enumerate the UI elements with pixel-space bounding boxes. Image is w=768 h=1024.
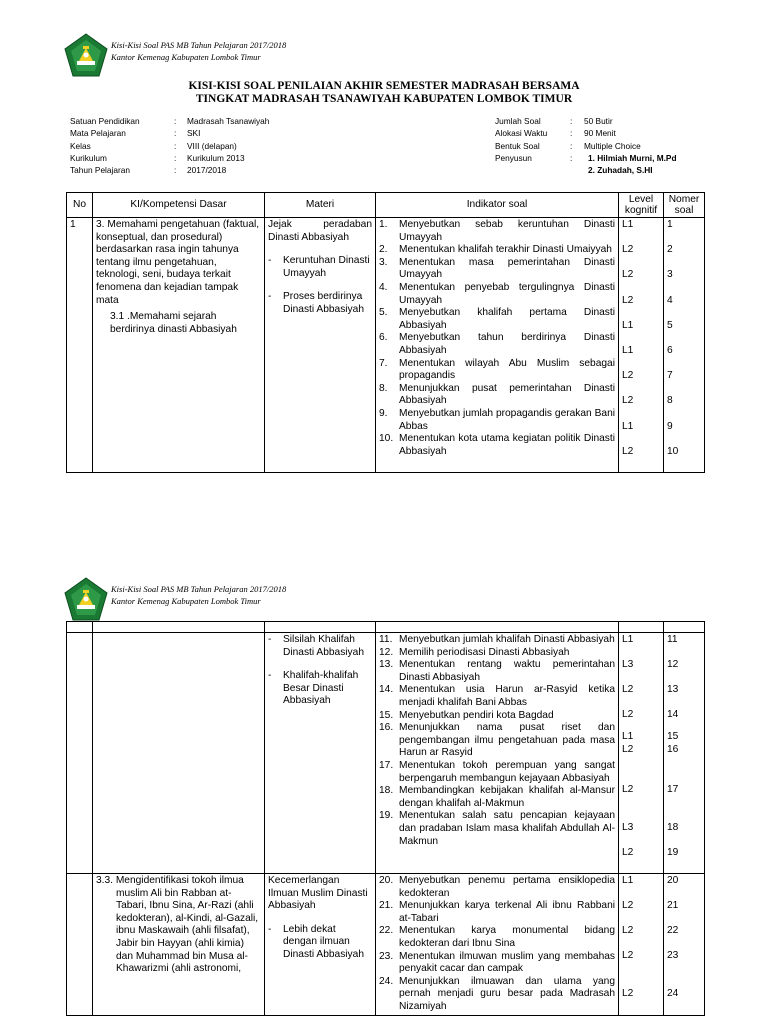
- meta-value: 50 Butir: [584, 116, 613, 126]
- meta-label: Bentuk Soal: [495, 140, 540, 151]
- materi-heading: Jejak peradaban Dinasti Abbasiyah: [268, 219, 372, 243]
- ki-cell: [93, 633, 265, 874]
- level-value: L2: [622, 950, 634, 961]
- title-line-2: TINGKAT MADRASAH TSANAWIYAH KABUPATEN LOMBOK TIMUR: [195, 93, 573, 105]
- indicator-item: 15. Menyebutkan pendiri kota Bagdad: [379, 709, 554, 721]
- nomer-value: 8: [667, 395, 673, 407]
- indicator-item: 11. Menyebutkan jumlah khalifah Dinasti Abbasiyah: [379, 634, 615, 645]
- level-value: L1: [622, 319, 634, 331]
- nomer-cell: [664, 218, 705, 473]
- nomer-value: 20: [667, 875, 679, 886]
- header-line-1: Kisi-Kisi Soal PAS MB Tahun Pelajaran 2017/2018: [111, 584, 287, 594]
- level-value: L2: [622, 445, 634, 457]
- indikator-cell: [376, 874, 619, 1016]
- indicator-item: 16. Menunjukkan nama pusat riset dan pengembangan ilmu pengetahuan pada masa Harun ar Rasyid: [379, 722, 615, 759]
- indicator-item: 17. Menentukan tokoh perempuan yang sangat berpengaruh membangun kejayaan Abbasiyah: [379, 759, 615, 784]
- nomer-value: 21: [667, 900, 679, 911]
- kemenag-logo-icon: [63, 577, 109, 623]
- meta-value: SKI: [187, 128, 201, 139]
- meta-value-author-1: 1. Hilmiah Murni, M.Pd: [588, 152, 677, 163]
- nomer-cell: [664, 874, 705, 1016]
- col-header-level: Level kognitif: [619, 193, 664, 218]
- indicator-item: 9. Menyebutkan jumlah propagandis gerakan Bani Abbas: [379, 407, 615, 432]
- meta-value: Madrasah Tsanawiyah: [187, 116, 270, 126]
- col-header-nomer: Nomer soal: [664, 193, 705, 218]
- level-value: L2: [622, 684, 634, 695]
- nomer-value: 5: [667, 319, 673, 331]
- level-value: L1: [622, 875, 634, 886]
- row-no: 1: [67, 218, 93, 473]
- meta-value: 2017/2018: [187, 165, 227, 176]
- level-cell: [619, 218, 664, 473]
- meta-left: Satuan Pendidikan : Madrasah Tsanawiyah Mata Pelajaran : SKI Kelas : VIII (delapan) Kurikulum : Kurikulum 2013 Tahun Pelajaran : 2017/2018: [70, 116, 270, 176]
- nomer-value: 14: [667, 709, 679, 720]
- nomer-value: 17: [667, 784, 679, 795]
- indicator-item: 21. Menunjukkan karya terkenal Ali ibnu Rabbani at-Tabari: [379, 900, 615, 924]
- level-cell: [619, 633, 664, 874]
- nomer-value: 10: [667, 445, 679, 457]
- nomer-value: 4: [667, 294, 673, 306]
- indicator-item: 5. Menyebutkan khalifah pertama Dinasti Abbasiyah: [379, 307, 615, 331]
- materi-cell: [265, 218, 376, 473]
- nomer-value: 13: [667, 684, 679, 695]
- level-value: L2: [622, 925, 634, 936]
- indicator-item: 19. Menentukan salah satu pencapian kejayaan dan pradaban Islam masa khalifah Abdullah Al-Makmun: [379, 810, 615, 847]
- meta-label: Tahun Pelajaran: [70, 165, 130, 176]
- nomer-value: 12: [667, 659, 679, 670]
- meta-label: Kurikulum: [70, 152, 107, 163]
- ki-cell: [93, 218, 265, 473]
- meta-right: Jumlah Soal : 50 Butir Alokasi Waktu : 90 Menit Bentuk Soal : Multiple Choice Penyusun : 1. Hilmiah Murni, M.Pd 2. Zuhadah, S.HI: [495, 116, 677, 176]
- indicator-item: 12. Memilih periodisasi Dinasti Abbasiyah: [379, 646, 570, 658]
- meta-label: Jumlah Soal: [495, 116, 541, 126]
- nomer-value: 6: [667, 344, 673, 356]
- indicator-item: 1. Menyebutkan sebab keruntuhan Dinasti Umayyah: [379, 219, 615, 243]
- col-header-indikator: Indikator soal: [376, 193, 619, 218]
- kemenag-logo-icon: [63, 33, 109, 79]
- level-value: L2: [622, 294, 634, 306]
- indicator-item: 14. Menentukan usia Harun ar-Rasyid ketika menjadi khalifah Bani Abbas: [379, 684, 615, 708]
- indicator-item: 4. Menentukan penyebab tergulingnya Dinasti Umayyah: [379, 281, 615, 306]
- header-line-1: Kisi-Kisi Soal PAS MB Tahun Pelajaran 2017/2018: [111, 40, 287, 50]
- level-cell: [619, 874, 664, 1016]
- nomer-value: 23: [667, 950, 679, 961]
- materi-item: - Keruntuhan Dinasti Umayyah: [268, 255, 370, 279]
- indicator-item: 24. Menunjukkan ilmuawan dan ulama yang pernah menjadi guru besar pada Madrasah Nizamiyah: [379, 975, 615, 1012]
- nomer-value: 9: [667, 420, 673, 432]
- nomer-value: 19: [667, 847, 679, 858]
- level-value: L1: [622, 219, 634, 230]
- indikator-cell: [376, 633, 619, 874]
- title-line-1: KISI-KISI SOAL PENILAIAN AKHIR SEMESTER MADRASAH BERSAMA: [188, 80, 580, 92]
- meta-label: Satuan Pendidikan: [70, 116, 140, 126]
- nomer-value: 22: [667, 925, 679, 936]
- level-value: L3: [622, 659, 634, 670]
- meta-value: 90 Menit: [584, 128, 616, 139]
- nomer-value: 7: [667, 370, 673, 382]
- meta-label: Alokasi Waktu: [495, 128, 548, 139]
- row-no: [67, 874, 93, 1016]
- materi-item: - Khalifah-khalifah Besar Dinasti Abbasiyah: [268, 670, 359, 707]
- header-text: [111, 39, 286, 63]
- level-value: L2: [622, 900, 634, 911]
- materi-item: - Proses berdirinya Dinasti Abbasiyah: [268, 291, 364, 315]
- nomer-value: 2: [667, 244, 673, 256]
- kd-cell: [93, 874, 265, 1016]
- materi-cell: [265, 633, 376, 874]
- col-header-ki: KI/Kompetensi Dasar: [93, 193, 265, 218]
- nomer-value: 16: [667, 744, 679, 755]
- kd-text: 3.1 .Memahami sejarah berdirinya dinasti Abbasiyah: [110, 311, 237, 335]
- col-header-materi: Materi: [265, 193, 376, 218]
- meta-value: VIII (delapan): [187, 140, 237, 151]
- document-title: [0, 80, 768, 106]
- kd2-text: 3.3. Mengidentifikasi tokoh ilmua muslim Ali bin Rabban at-Tabari, Ibnu Sina, Ar-Razi (ahli kedokteran), al-Kindi, al-Gazali, ibnu Maskawaih (ahli filsafat), Jabir bin Hayyan (ahli kimia) dan Muhammad bin Musa al-Khawarizmi (ahli astronomi,: [96, 875, 259, 975]
- level-value: L2: [622, 370, 634, 382]
- level-value: L1: [622, 634, 634, 645]
- level-value: L1: [622, 731, 634, 742]
- indicator-item: 10. Menentukan kota utama kegiatan politik Dinasti Abbasiyah: [379, 433, 615, 457]
- level-value: L2: [622, 269, 634, 281]
- meta-label: Mata Pelajaran: [70, 128, 126, 139]
- header-line-2: Kantor Kemenag Kabupaten Lombok Timur: [111, 52, 261, 62]
- nomer-value: 18: [667, 822, 679, 833]
- level-value: L1: [622, 420, 634, 432]
- level-value: L2: [622, 709, 634, 720]
- nomer-value: 15: [667, 731, 679, 742]
- indicator-item: 18. Membandingkan kebijakan khalifah al-Mansur dengan khalifah al-Makmun: [379, 785, 615, 809]
- indicator-item: 3. Menentukan masa pemerintahan Dinasti Umayyah: [379, 256, 615, 281]
- meta-label: Penyusun: [495, 152, 532, 163]
- meta-label: Kelas: [70, 140, 91, 151]
- materi-cell: [265, 874, 376, 1016]
- level-value: L2: [622, 988, 634, 999]
- header-line-2: Kantor Kemenag Kabupaten Lombok Timur: [111, 596, 261, 606]
- materi-item: - Lebih dekat dengan ilmuan Dinasti Abbasiyah: [268, 923, 364, 960]
- indicator-item: 13. Menentukan rentang waktu pemerintahan Dinasti Abbasiyah: [379, 659, 615, 683]
- materi-heading: Kecemerlangan Ilmuan Muslim Dinasti Abbasiyah: [268, 875, 368, 912]
- indicator-item: 8. Menunjukkan pusat pemerintahan Dinasti Abbasiyah: [379, 382, 615, 407]
- nomer-value: 1: [667, 219, 673, 230]
- kisi-table-page-1: [66, 192, 705, 473]
- meta-value: Kurikulum 2013: [187, 152, 245, 163]
- materi-item: - Silsilah Khalifah Dinasti Abbasiyah: [268, 634, 364, 658]
- ki-text: 3. Memahami pengetahuan (faktual, konseptual, dan prosedural) berdasarkan rasa ingin tahunya tentang ilmu pengetahuan, teknologi, seni, budaya terkait fenomena dan kejadian tampak mata: [96, 219, 260, 306]
- level-value: L1: [622, 344, 634, 356]
- level-value: L2: [622, 244, 634, 256]
- level-value: L2: [622, 744, 634, 755]
- nomer-cell: [664, 633, 705, 874]
- kisi-table-page-2: [66, 621, 705, 1016]
- nomer-value: 24: [667, 988, 679, 999]
- indikator-cell: [376, 218, 619, 473]
- indicator-item: 20. Menyebutkan penemu pertama ensiklopedia kedokteran: [379, 875, 615, 899]
- indicator-item: 22. Menentukan karya monumental bidang kedokteran dari Ibnu Sina: [379, 925, 615, 949]
- level-value: L2: [622, 847, 634, 858]
- meta-value: Multiple Choice: [584, 140, 641, 151]
- indicator-item: 23. Menentukan ilmuwan muslim yang membahas penyakit cacar dan campak: [379, 950, 615, 975]
- nomer-value: 3: [667, 269, 673, 281]
- col-header-no: No: [67, 193, 93, 218]
- level-value: L3: [622, 822, 634, 833]
- indicator-item: 2. Menentukan khalifah terakhir Dinasti Umaiyyah: [379, 244, 612, 256]
- meta-value-author-2: 2. Zuhadah, S.HI: [588, 165, 653, 176]
- nomer-value: 11: [667, 634, 678, 645]
- indicator-item: 6. Menyebutkan tahun berdirinya Dinasti Abbasiyah: [379, 332, 615, 356]
- indicator-item: 7. Menentukan wilayah Abu Muslim sebagai propagandis: [379, 357, 615, 382]
- header-text: [111, 583, 286, 607]
- row-no: [67, 633, 93, 874]
- level-value: L2: [622, 395, 634, 407]
- level-value: L2: [622, 784, 634, 795]
